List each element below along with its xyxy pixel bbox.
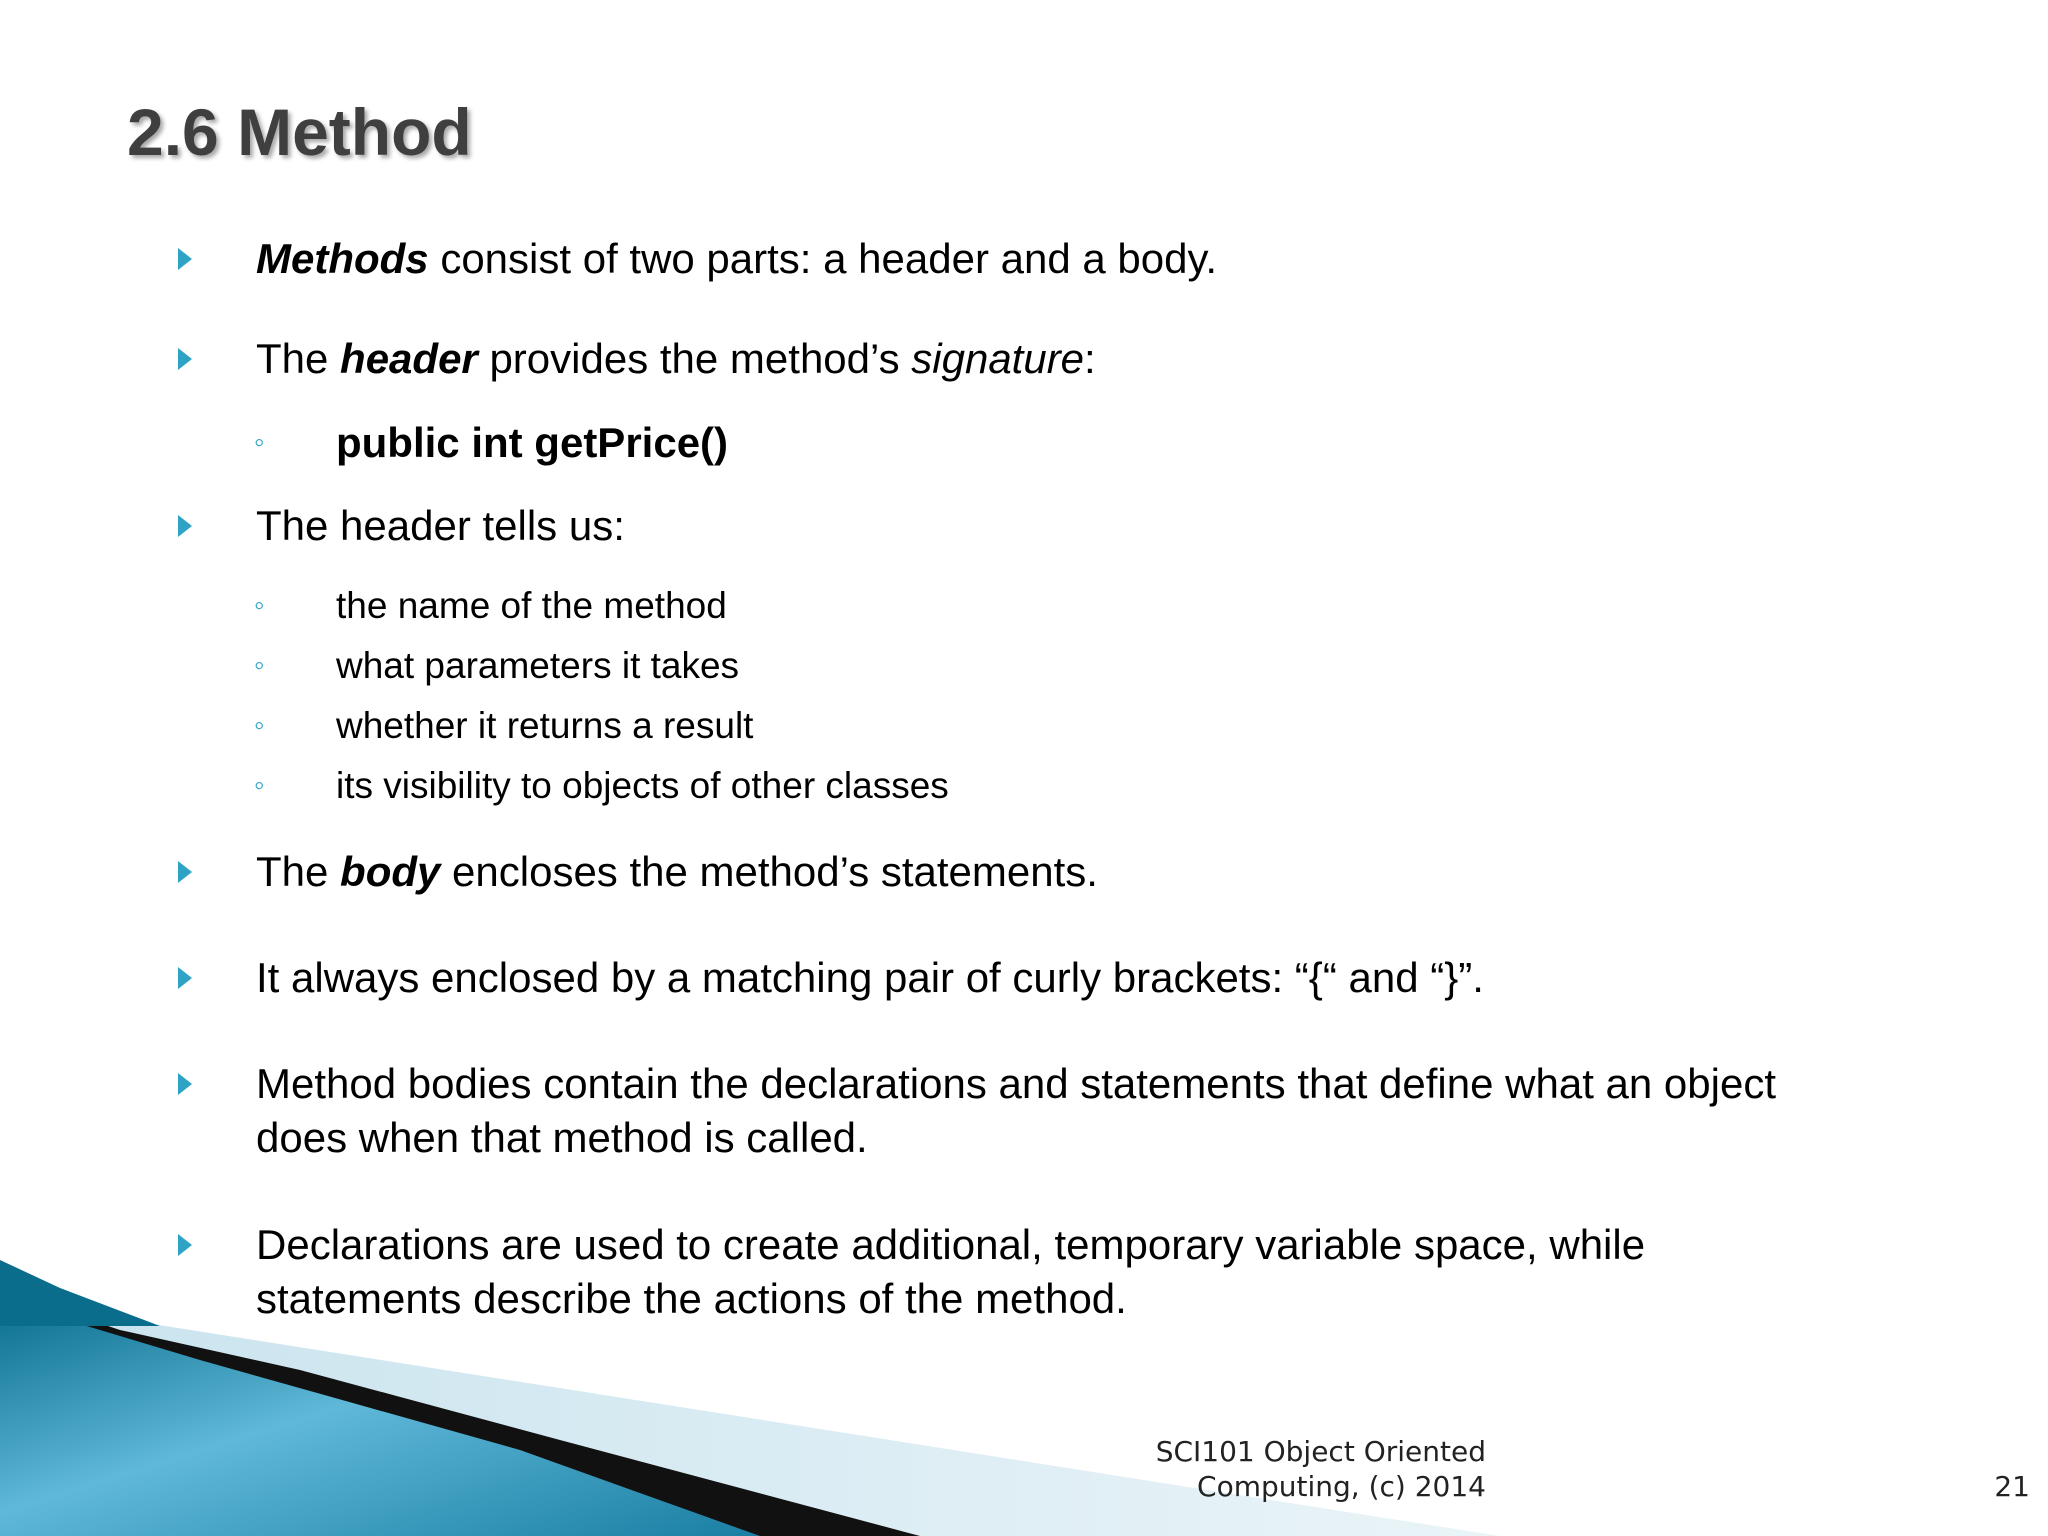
decorative-wave — [0, 1260, 2048, 1536]
open-circle-icon: ◦ — [254, 769, 265, 802]
sub-bullet-text: whether it returns a result — [336, 705, 754, 746]
bullet-text: It always enclosed by a matching pair of curly brackets: “{“ and “}”. — [256, 954, 1484, 1001]
open-circle-icon: ◦ — [254, 649, 265, 682]
open-circle-icon: ◦ — [254, 709, 265, 742]
triangle-right-icon — [170, 332, 200, 386]
bullet-header — [256, 332, 1096, 386]
open-circle-icon: ◦ — [254, 589, 265, 622]
footer-course — [1130, 1434, 1486, 1504]
sub-bullet — [254, 762, 949, 810]
slide-title: 2.6 Method — [127, 95, 472, 169]
sub-bullet-text: its visibility to objects of other classes — [336, 765, 949, 806]
term-methods: Methods — [256, 235, 429, 282]
triangle-right-icon — [170, 499, 200, 553]
bullet-text-pre: The — [256, 335, 341, 382]
bullet-header-tells — [256, 499, 625, 553]
term-signature: signature — [911, 335, 1085, 382]
sub-bullet — [254, 702, 754, 750]
sub-bullet-text: the name of the method — [336, 585, 727, 626]
bullet-text-line-2: does when that method is called. — [256, 1114, 868, 1161]
bullet-curly-brackets — [256, 951, 1484, 1005]
bullet-text-pre: The — [256, 848, 341, 895]
sub-bullet — [254, 582, 727, 630]
bullet-methods — [256, 232, 1217, 286]
triangle-right-icon — [170, 1057, 200, 1111]
bullet-method-bodies — [256, 1057, 1776, 1165]
code-signature: public int getPrice() — [336, 419, 729, 466]
triangle-right-icon — [170, 951, 200, 1005]
sub-bullet-text: what parameters it takes — [336, 645, 740, 686]
footer-line-1: SCI101 Object Oriented — [1155, 1435, 1486, 1468]
bullet-text: The header tells us: — [256, 502, 625, 549]
term-header: header — [340, 335, 478, 382]
triangle-right-icon — [170, 232, 200, 286]
footer-line-2: Computing, (c) 2014 — [1197, 1470, 1486, 1503]
triangle-right-icon — [170, 845, 200, 899]
sub-bullet — [254, 642, 740, 690]
bullet-text-line-2: statements describe the actions of the method. — [256, 1275, 1127, 1322]
bullet-text: encloses the method’s statements. — [440, 848, 1098, 895]
term-body: body — [340, 848, 441, 895]
open-circle-icon: ◦ — [254, 426, 265, 459]
bullet-body — [256, 845, 1098, 899]
page-number: 21 — [1994, 1470, 2030, 1503]
bullet-text: consist of two parts: a header and a body. — [428, 235, 1218, 282]
bullet-text-mid: provides the method’s — [477, 335, 912, 382]
sub-bullet-signature-code — [254, 416, 729, 470]
bullet-text-post: : — [1084, 335, 1096, 382]
bullet-text-line-1: Method bodies contain the declarations and statements that define what an object — [256, 1060, 1776, 1107]
bullet-text-line-1: Declarations are used to create additional, temporary variable space, while — [256, 1221, 1646, 1268]
